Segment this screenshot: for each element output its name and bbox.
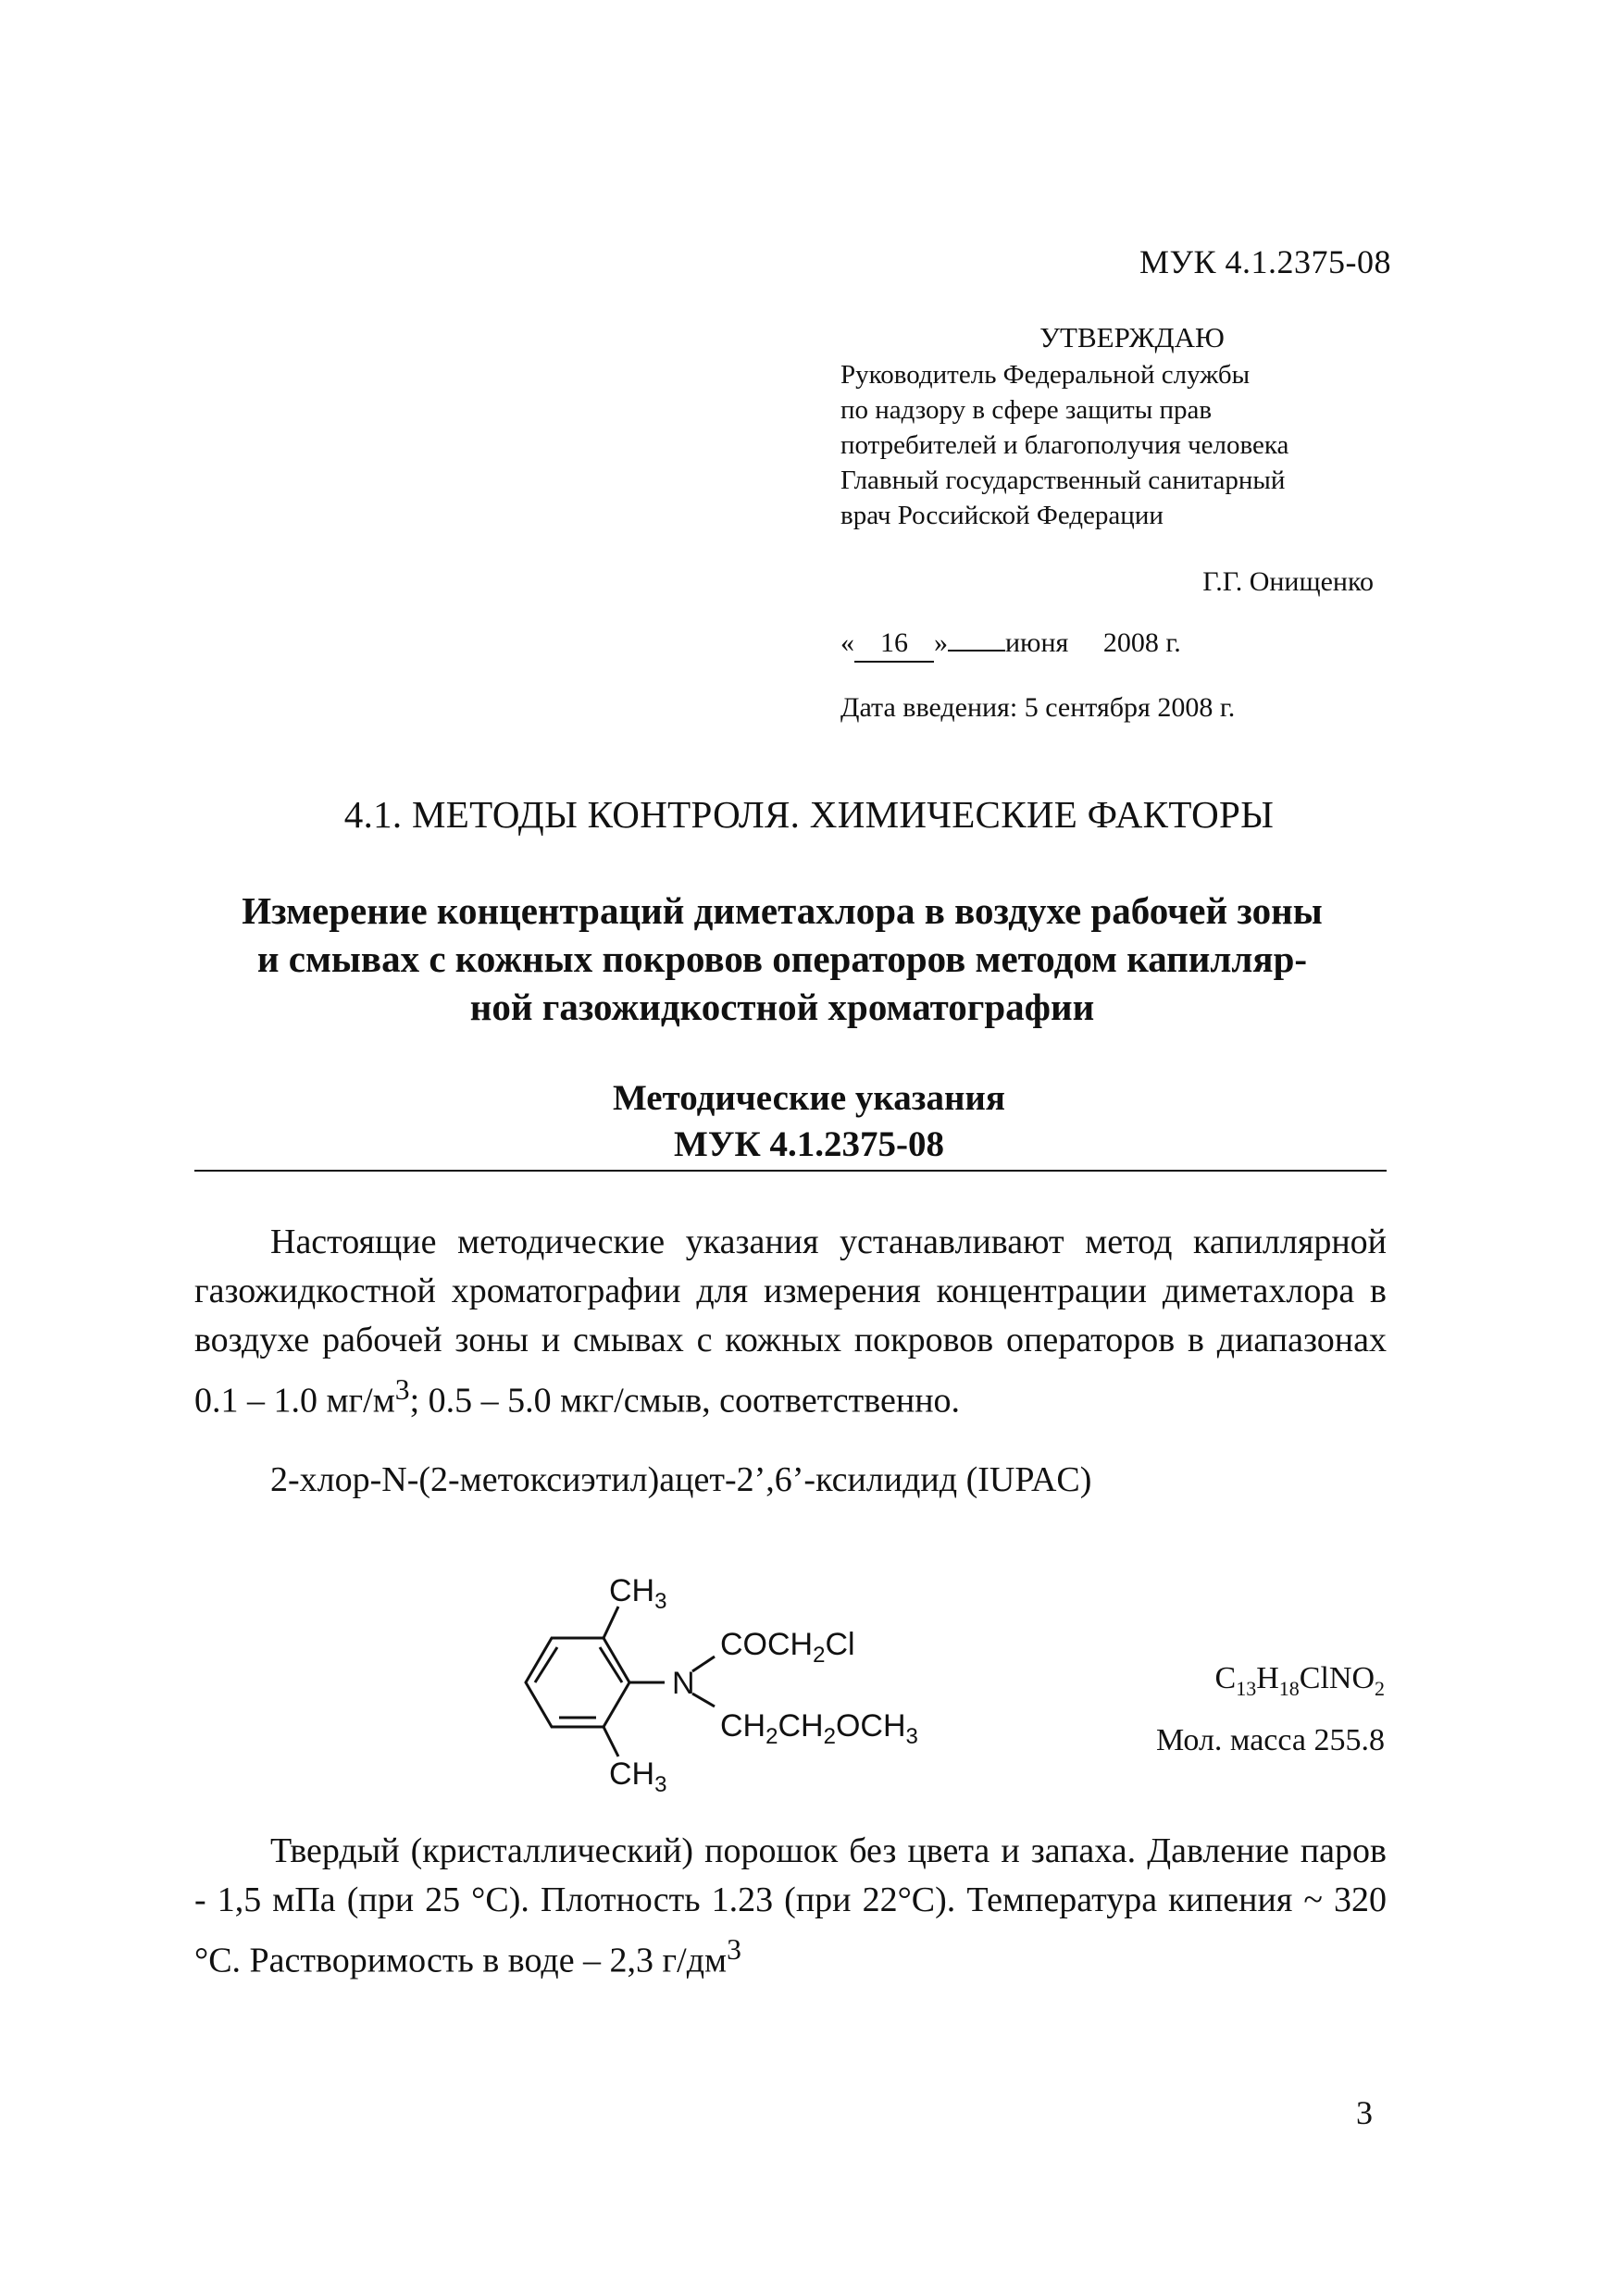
date-year: 2008: [1102, 627, 1159, 658]
date-day: 16: [854, 626, 934, 663]
page-number: 3: [1356, 2094, 1373, 2131]
structural-formula-diagram: [500, 1555, 981, 1795]
bond-n-to-ether: [692, 1694, 715, 1706]
approval-heading: УТВЕРЖДАЮ: [1039, 321, 1225, 354]
signer-name: Г.Г. Онищенко: [1202, 566, 1374, 597]
approval-block: [840, 320, 1396, 726]
ether-group-label: $CH_2CH_2OCH_3$: [720, 1708, 918, 1749]
properties-paragraph: [194, 1827, 1387, 1986]
bond-to-top-methyl: [604, 1607, 618, 1638]
acyl-group-label: $COCH_2Cl$: [720, 1627, 855, 1668]
date-year-suffix: г.: [1165, 627, 1181, 658]
document-code: МУК 4.1.2375-08: [1139, 243, 1391, 280]
introduction-date: Дата введения: 5 сентября 2008 г.: [840, 692, 1236, 723]
nitrogen-label: N: [672, 1666, 695, 1701]
approval-line: Руководитель Федеральной службы: [840, 360, 1251, 390]
bond-n-to-acyl: [692, 1657, 715, 1671]
molecular-mass-value: 255.8: [1313, 1722, 1385, 1757]
molecular-mass-label: Мол. масса: [1156, 1722, 1306, 1757]
benzene-ring: [526, 1638, 629, 1727]
formula-block: [1156, 1653, 1385, 1767]
approval-line: по надзору в сфере защиты прав: [840, 395, 1213, 425]
ring-inner-bond: [535, 1647, 557, 1682]
document-type: [0, 1075, 1618, 1168]
title-line: и смывах с кожных покровов операторов методом капилляр-: [256, 937, 1308, 980]
document-type-label: Методические указания: [612, 1078, 1005, 1118]
methyl-top-label: $CH_3$: [609, 1573, 667, 1614]
document-type-code: МУК 4.1.2375-08: [674, 1124, 944, 1164]
intro-superscript: 3: [394, 1373, 410, 1406]
title-divider: [194, 1170, 1387, 1172]
title-line: ной газожидкостной хроматографии: [469, 986, 1095, 1028]
date-close-quote: »: [934, 627, 948, 658]
intro-text-end: ; 0.5 – 5.0 мкг/смыв, соответственно.: [409, 1381, 961, 1421]
molecular-formula: $C_{13}H_{18}ClNO_2$: [1214, 1661, 1385, 1700]
intro-paragraph: [194, 1218, 1387, 1426]
approval-line: врач Российской Федерации: [840, 501, 1164, 530]
molecular-mass: [1156, 1715, 1385, 1767]
document-title: [185, 887, 1379, 1031]
approval-line: Главный государственный санитарный: [840, 465, 1286, 495]
approval-line: потребителей и благополучия человека: [840, 430, 1289, 460]
intro-text: Настоящие методические указания устанавливают метод капиллярной газожидкостной хроматографии для измерения концентрации диметахлора в воздухе рабочей зоны и смывах с кожных покровов операторов в диапазонах 0.1 – 1.0 мг/м: [194, 1222, 1387, 1421]
section-title: 4.1. МЕТОДЫ КОНТРОЛЯ. ХИМИЧЕСКИЕ ФАКТОРЫ: [343, 793, 1275, 836]
iupac-name: 2-хлор-N-(2-метоксиэтил)ацет-2’,6’-ксилидид (IUPAC): [270, 1460, 1092, 1499]
properties-text: Твердый (кристаллический) порошок без цвета и запаха. Давление паров - 1,5 мПа (при 25 °С). Плотность 1.23 (при 22°С). Температура кипения ~ 320 °С. Растворимость в воде – 2,3 г/дм: [194, 1831, 1387, 1980]
properties-superscript: 3: [727, 1933, 741, 1966]
bond-to-bottom-methyl: [604, 1727, 618, 1756]
date-month: июня: [1005, 627, 1069, 658]
title-line: Измерение концентраций диметахлора в воздухе рабочей зоны: [242, 889, 1323, 932]
date-open-quote: «: [840, 627, 854, 658]
approval-date: [840, 626, 1396, 663]
methyl-bottom-label: $CH_3$: [609, 1756, 667, 1795]
